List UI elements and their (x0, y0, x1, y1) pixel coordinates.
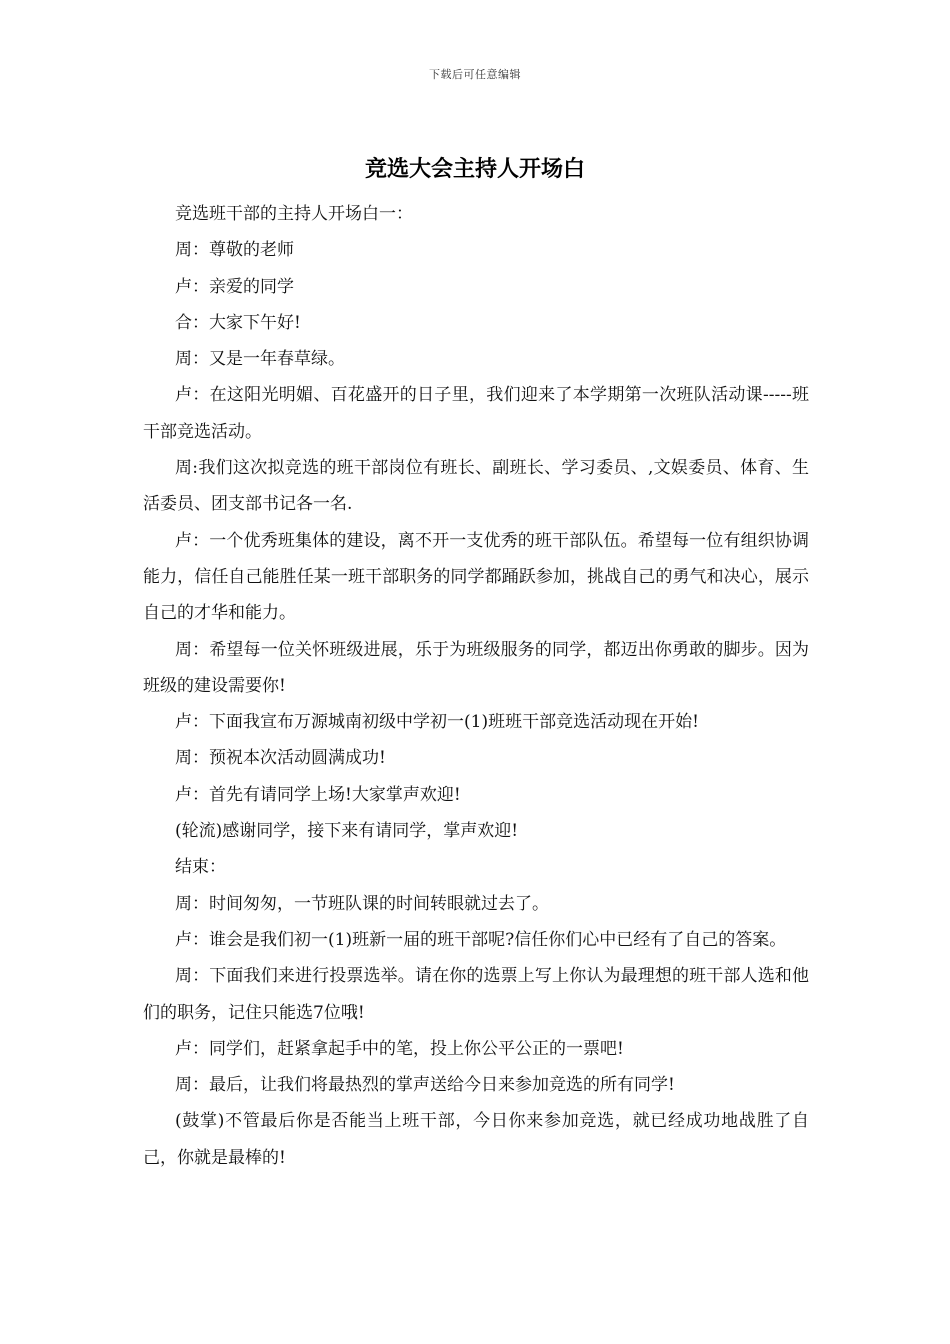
paragraph: 周：下面我们来进行投票选举。请在你的选票上写上你认为最理想的班干部人选和他们的职务，记住只能选7位哦! (143, 966, 809, 1023)
paragraph: 卢：首先有请同学上场!大家掌声欢迎! (175, 784, 461, 805)
paragraph: 周:我们这次拟竞选的班干部岗位有班长、副班长、学习委员、,文娱委员、体育、生活委员、团支部书记各一名. (143, 458, 809, 515)
paragraph: 卢：在这阳光明媚、百花盛开的日子里，我们迎来了本学期第一次班队活动课-----班干部竞选活动。 (143, 385, 809, 442)
paragraph: 卢：同学们，赶紧拿起手中的笔，投上你公平公正的一票吧! (175, 1038, 624, 1059)
paragraph: 卢：谁会是我们初一(1)班新一届的班干部呢?信任你们心中已经有了自己的答案。 (175, 929, 787, 950)
document-title: 竞选大会主持人开场白 (364, 156, 585, 182)
paragraph: (轮流)感谢同学，接下来有请同学，掌声欢迎! (175, 821, 519, 842)
paragraph: 卢：下面我宣布万源城南初级中学初一(1)班班干部竞选活动现在开始! (175, 712, 699, 733)
paragraph: 合：大家下午好! (175, 312, 301, 333)
paragraph: 周：时间匆匆，一节班队课的时间转眼就过去了。 (175, 893, 549, 914)
header-note: 下载后可任意编辑 (429, 68, 521, 81)
paragraph: 周：尊敬的老师 (175, 240, 294, 261)
paragraph: 周：预祝本次活动圆满成功! (175, 748, 386, 769)
paragraph: 卢：一个优秀班集体的建设，离不开一支优秀的班干部队伍。希望每一位有组织协调能力，信任自己能胜任某一班干部职务的同学都踊跃参加，挑战自己的勇气和决心，展示自己的才华和能力。 (143, 530, 809, 624)
paragraph: (鼓掌)不管最后你是否能当上班干部，今日你来参加竞选，就已经成功地战胜了自己，你就是最棒的! (143, 1111, 809, 1168)
paragraph: 周：希望每一位关怀班级进展，乐于为班级服务的同学，都迈出你勇敢的脚步。因为班级的建设需要你! (143, 639, 809, 696)
paragraph: 周：又是一年春草绿。 (175, 349, 345, 370)
paragraph: 卢：亲爱的同学 (175, 276, 294, 297)
paragraph: 结束： (175, 857, 226, 878)
paragraph: 竞选班干部的主持人开场白一： (175, 204, 413, 224)
document-body (143, 196, 809, 1176)
paragraph: 周：最后，让我们将最热烈的掌声送给今日来参加竞选的所有同学! (175, 1075, 675, 1096)
